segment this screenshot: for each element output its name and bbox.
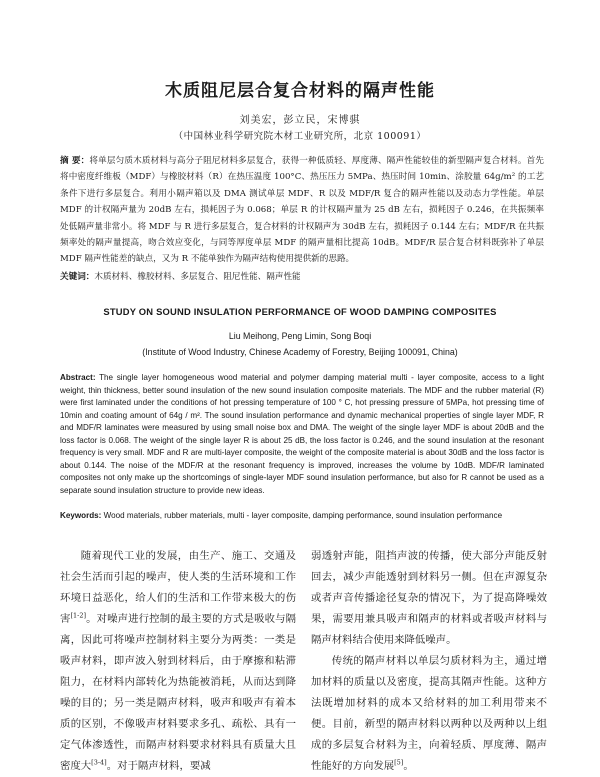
abstract-cn-label: 摘 要： — [60, 156, 90, 166]
authors: 刘美宏，彭立民，宋博骐 — [239, 115, 361, 126]
body-column-right — [311, 546, 547, 777]
body-text: 。对于隔声材料，要减 — [106, 760, 211, 772]
body-text: 传统的隔声材料以单层匀质材料为主，通过增加材料的质量以及密度，提高其隔声性能。这种方法既增加材料的成本又给材料的加工利用带来不便。目前，新型的隔声材料以两种以及两种以上组成的多层复合材料为主，向着轻质、厚度薄、隔声性能好的方向发展 — [311, 655, 547, 772]
abstract-en-label: Abstract: — [60, 373, 96, 382]
citation: [3-4] — [91, 758, 107, 767]
body-paragraph — [311, 546, 547, 651]
abstract-en-text: The single layer homogeneous wood material and polymer damping material multi - layer composite, access to a light weight, thin thickness, better sound insulation of the new sound insulation composite materials. The MDF and the rubber material (R) were first laminated under the conditions of hot pressing temperature of 100 ° C, hot pressing pressure of 5MPa, hot pressing time of 10min and coating amount of 64g / m². The sound insulation performance and dynamic mechanical properties of single layer MDF, R and MDF/R laminates were measured by using small noise box and DMA. The weight of the single layer MDF is about 20dB and the loss factor is 0.068. The weight of the single layer R is about 25 dB, the loss factor is 0.246, and the sound insulation at the resonant frequency is very small. MDF and R are multi-layer composite, the weight of the composite material is about 30dB and the loss factor is about 0.144. The noise of the MDF/R at the resonant frequency is improved, increases the volume by 10dB. MDF/R laminated composites not only make up the shortcomings of single-layer MDF sound insulation performance, but also for R cannot be used as a separate sound insulation structure to provide new ideas. — [60, 373, 544, 495]
body-text: 弱透射声能，阻挡声波的传播，使大部分声能反射回去，减少声能透射到材料另一侧。但在声源复杂或者声音传播途径复杂的情况下，为了提高降噪效果，需要用兼具吸声和隔声的材料或者吸声材料与隔声材料结合使用来降低噪声。 — [311, 550, 547, 646]
keywords-en-text: Wood materials, rubber materials, multi - layer composite, damping performance, sound insulation performance — [103, 511, 503, 520]
keywords-cn-text: 木质材料、橡胶材料、多层复合、阻尼性能、隔声性能 — [94, 272, 301, 282]
citation: [5] — [394, 758, 404, 767]
abstract-english — [60, 372, 544, 497]
body-paragraph — [311, 651, 547, 777]
paper-title: 木质阻尼层合复合材料的隔声性能 — [165, 81, 435, 101]
abstract-chinese — [60, 153, 544, 268]
citation: [1-2] — [70, 611, 87, 620]
body-text: 随着现代工业的发展，由生产、施工、交通及社会生活而引起的噪声，使人类的生活环境和工作环境日益恶化，给人们的生活和工作带来极大的伤害 — [60, 550, 296, 625]
abstract-cn-text: 将单层匀质木质材料与高分子阻尼材料多层复合，获得一种低质轻、厚度薄、隔声性能较佳的新型隔声复合材料。首先将中密度纤维板（MDF）与橡胶材料（R）在热压温度 100°C、热压压力 5MPa、热压时间 10min、涂胶量 64g/m² 的工艺条件下进行多层复合。利用小隔声箱以及 DMA 测试单层 MDF、R 以及 MDF/R 复合的隔声性能以及动态力学性能。单层 MDF 的计权隔声量为 20dB 左右，损耗因子为 0.068；单层 R 的计权隔声量为 25 dB 左右，损耗因子 0.246，在共振频率处低隔声量非常小。将 MDF 与 R 进行多层复合，复合材料的计权隔声为 30dB 左右，损耗因子 0.144 左右；MDF/R 在共振频率处的隔声量提高，吻合效应变化，与同等厚度单层 MDF 的隔声量相比提高 10dB。MDF/R 层合复合材料既弥补了单层 MDF 隔声性能差的缺点，又为 R 不能单独作为隔声结构使用提供新的思路。 — [60, 156, 544, 265]
body-text: 。 — [403, 760, 414, 772]
body-text: 。对噪声进行控制的最主要的方式是吸收与隔离，因此可将噪声控制材料主要分为两类：一类是吸声材料，即声波入射到材料后，由于摩擦和粘滞阻力，在材料内部转化为热能被消耗，从而达到降噪的目的；另一类是隔声材料，吸声和吸声有着本质的区别，不像吸声材料要求多孔、疏松、具有一定气体渗透性，而隔声材料要求材料具有质量大且密度大 — [60, 613, 297, 772]
english-affiliation: (Institute of Wood Industry, Chinese Academy of Forestry, Beijing 100091, China) — [142, 347, 458, 357]
body-paragraph — [60, 546, 296, 777]
keywords-chinese — [60, 269, 544, 285]
body-column-left — [60, 546, 296, 777]
keywords-cn-label: 关键词： — [60, 272, 95, 282]
keywords-english — [60, 510, 544, 523]
affiliation: （中国林业科学研究院木材工业研究所，北京 100091） — [173, 131, 427, 142]
english-title: STUDY ON SOUND INSULATION PERFORMANCE OF WOOD DAMPING COMPOSITES — [103, 306, 497, 317]
keywords-en-label: Keywords: — [60, 511, 102, 520]
english-authors: Liu Meihong, Peng Limin, Song Boqi — [228, 331, 372, 341]
